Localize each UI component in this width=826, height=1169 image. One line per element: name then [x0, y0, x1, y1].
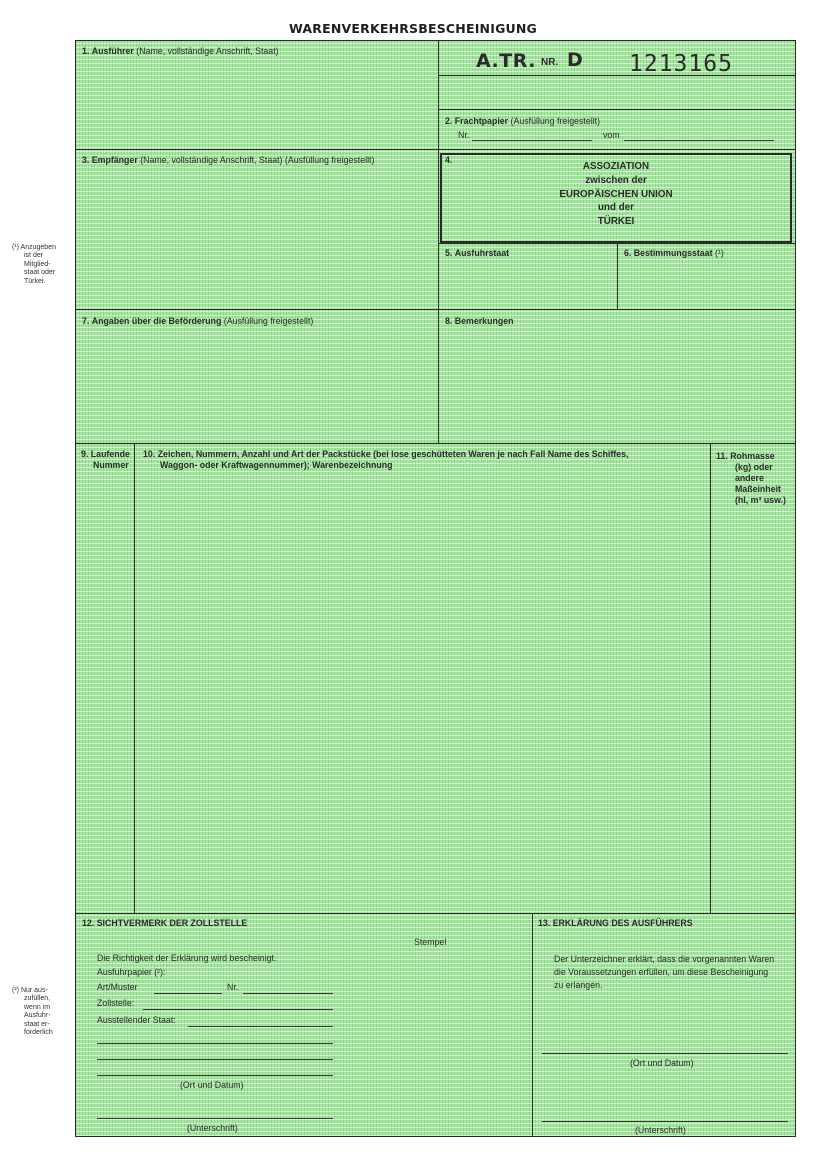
document-title: WARENVERKEHRSBESCHEINIGUNG	[288, 21, 538, 36]
field-12-type-label: Art/Muster	[97, 982, 138, 992]
serial-number: 1213165	[629, 51, 733, 77]
field-1-exporter[interactable]: 1. Ausführer (Name, vollständige Anschrift, Staat)	[82, 46, 279, 56]
atr-form	[75, 40, 796, 1137]
field-13-place-date-label: (Ort und Datum)	[630, 1058, 694, 1068]
field-12-customs-endorsement: 12. SICHTVERMERK DER ZOLLSTELLE	[82, 918, 248, 928]
field-13-statement: Der Unterzeichner erklärt, dass die vorgenannten Waren die Voraussetzungen erfüllen, um diese Bescheinigung zu erlangen.	[554, 954, 775, 990]
field-2-transport-document[interactable]: 2. Frachtpapier (Ausfüllung freigestellt)	[445, 116, 601, 126]
field-12-signature-line[interactable]	[97, 1118, 333, 1119]
field-13-exporter-declaration: 13. ERKLÄRUNG DES AUSFÜHRERS	[538, 918, 693, 928]
field-12-office-input-line[interactable]	[143, 1009, 333, 1010]
field-12-nr-input-line[interactable]	[243, 993, 333, 994]
field-13-place-date-line[interactable]	[542, 1053, 788, 1054]
field-2-vom-label: vom	[603, 130, 620, 140]
field-13-signature-label: (Unterschrift)	[635, 1125, 686, 1135]
form-code: A.TR.	[476, 50, 536, 72]
field-12-statement: Die Richtigkeit der Erklärung wird bescheinigt.	[97, 953, 277, 963]
field-7-transport-details[interactable]: 7. Angaben über die Beförderung (Ausfüllung freigestellt)	[82, 316, 314, 326]
field-4-number: 4.	[445, 155, 453, 165]
field-13-signature-line[interactable]	[542, 1121, 788, 1122]
field-5-export-country[interactable]: 5. Ausfuhrstaat	[445, 248, 510, 258]
nr-prefix: D	[567, 49, 583, 71]
field-8-remarks[interactable]: 8. Bemerkungen	[445, 316, 514, 326]
field-12-issuing-state-input-line[interactable]	[188, 1026, 333, 1027]
nr-label: NR.	[541, 57, 559, 68]
margin-note-2: (²) Nur aus- zufüllen, wenn im Ausfuhr- staat er- forderlich	[12, 987, 53, 1037]
field-4-association-box: ASSOZIATION zwischen der EUROPÄISCHEN UNION und der TÜRKEI	[440, 153, 792, 243]
field-12-export-doc-label: Ausfuhrpapier (²):	[97, 967, 166, 977]
field-12-type-input-line[interactable]	[154, 993, 222, 994]
field-12-office-label: Zollstelle:	[97, 998, 135, 1008]
field-12-nr-label: Nr.	[227, 982, 239, 992]
field-6-destination-country[interactable]: 6. Bestimmungsstaat (¹)	[624, 248, 724, 258]
field-12-issuing-state-label: Ausstellender Staat:	[97, 1015, 176, 1025]
field-10-goods-description[interactable]: 10. Zeichen, Nummern, Anzahl und Art der Packstücke (bei lose geschütteten Waren je nach Fall Name des Schiffes, Waggon- oder Kraftwagennummer); Warenbezeichnung	[143, 449, 629, 470]
margin-note-1: (¹) Anzugeben ist der Mitglied- staat oder Türkei.	[12, 244, 56, 285]
field-12-stamp-label: Stempel	[414, 937, 447, 947]
field-12-signature-label: (Unterschrift)	[187, 1123, 238, 1133]
field-11-gross-mass[interactable]: 11. Rohmasse (kg) oder andere Maßeinheit (hl, m³ usw.)	[716, 451, 786, 505]
field-12-place-date-label: (Ort und Datum)	[180, 1080, 244, 1090]
field-3-consignee[interactable]: 3. Empfänger (Name, vollständige Anschrift, Staat) (Ausfüllung freigestellt)	[82, 155, 375, 165]
field-9-item-number[interactable]: 9. Laufende Nummer	[81, 449, 130, 470]
field-2-nr-label: Nr.	[458, 130, 470, 140]
